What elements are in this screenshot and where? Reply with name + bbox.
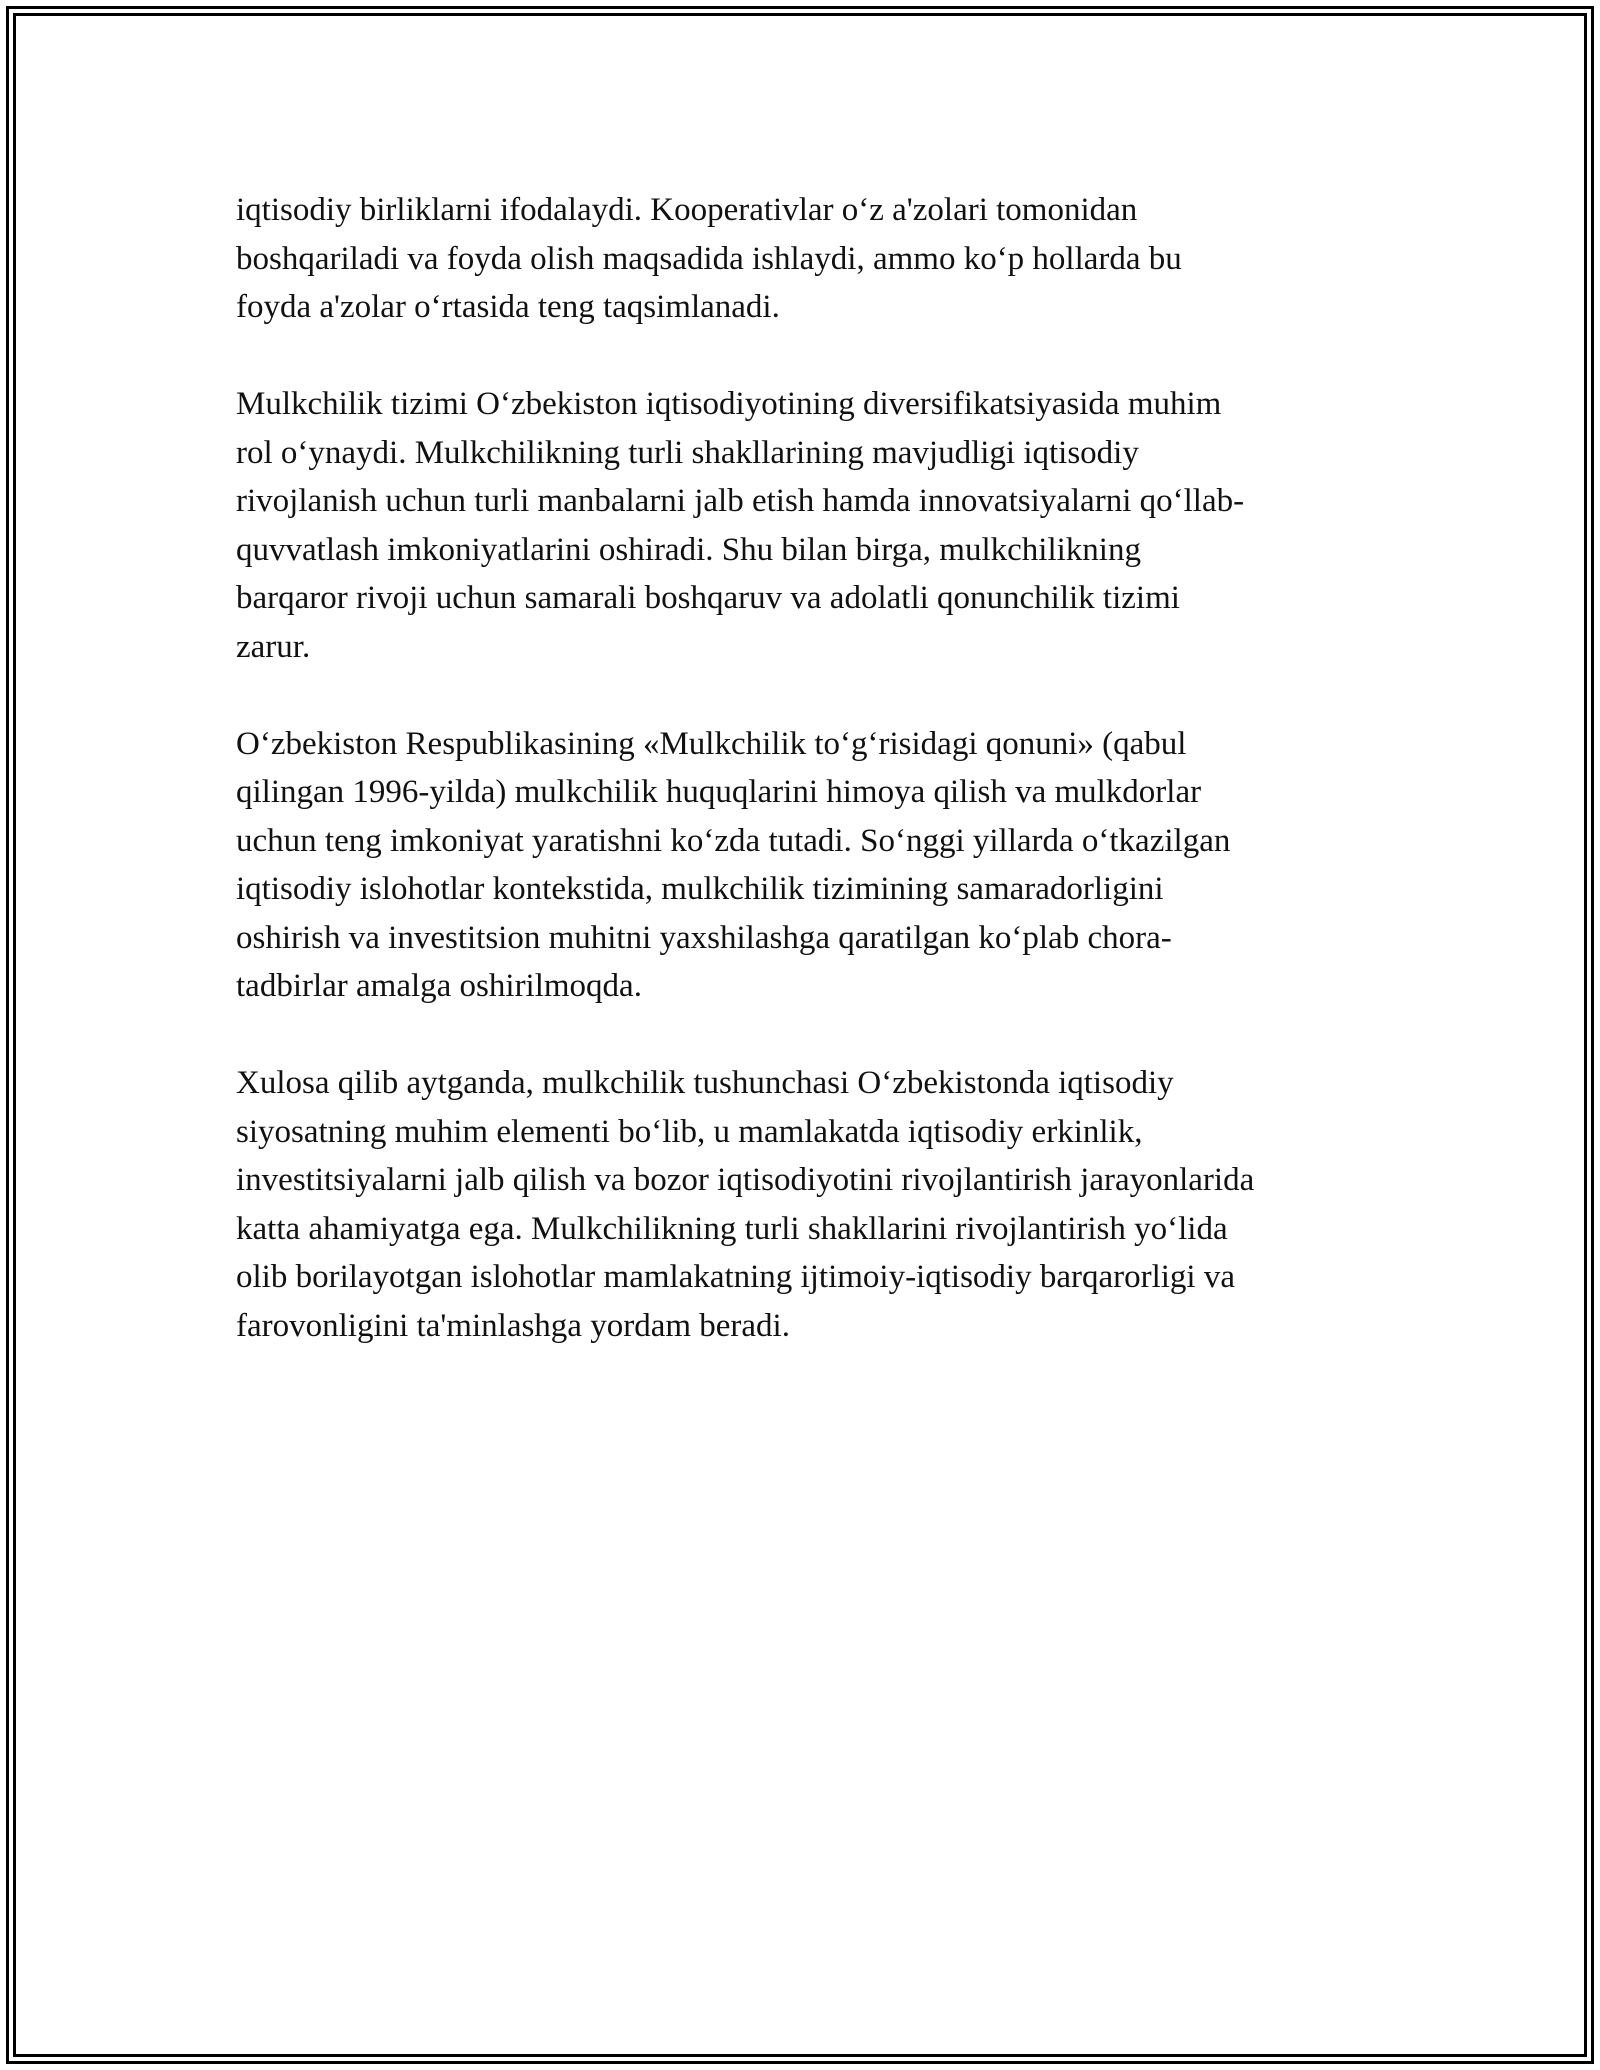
text-line: investitsiyalarni jalb qilish va bozor iqtisodiyotini rivojlantirish jarayonlarida bbox=[236, 1162, 1255, 1198]
text-line: farovonligini ta'minlashga yordam beradi. bbox=[236, 1307, 790, 1344]
text-line: iqtisodiy islohotlar kontekstida, mulkchilik tizimining samaradorligini bbox=[236, 871, 1164, 907]
text-line: zarur. bbox=[236, 628, 311, 665]
text-line: rivojlanish uchun turli manbalarni jalb etish hamda innovatsiyalarni qo‘llab- bbox=[236, 483, 1245, 519]
text-line: O‘zbekiston Respublikasining «Mulkchilik to‘g‘risidagi qonuni» (qabul bbox=[236, 725, 1187, 762]
document-body bbox=[236, 186, 1376, 1399]
text-line: boshqariladi va foyda olish maqsadida ishlaydi, ammo ko‘p hollarda bu bbox=[236, 240, 1182, 277]
paragraph-3 bbox=[236, 720, 1376, 1011]
text-line: olib borilayotgan islohotlar mamlakatning ijtimoiy-iqtisodiy barqarorligi va bbox=[236, 1259, 1235, 1295]
text-line: barqaror rivoji uchun samarali boshqaruv va adolatli qonunchilik tizimi bbox=[236, 580, 1180, 616]
paragraph-2 bbox=[236, 380, 1376, 671]
text-line: Mulkchilik tizimi O‘zbekiston iqtisodiyotining diversifikatsiyasida muhim bbox=[236, 386, 1222, 422]
text-line: rol o‘ynaydi. Mulkchilikning turli shakllarining mavjudligi iqtisodiy bbox=[236, 434, 1139, 471]
text-line: qilingan 1996-yilda) mulkchilik huquqlarini himoya qilish va mulkdorlar bbox=[236, 774, 1202, 810]
text-line: Xulosa qilib aytganda, mulkchilik tushunchasi O‘zbekistonda iqtisodiy bbox=[236, 1065, 1174, 1101]
text-line: tadbirlar amalga oshirilmoqda. bbox=[236, 968, 642, 1004]
paragraph-4 bbox=[236, 1059, 1376, 1350]
paragraph-1 bbox=[236, 186, 1376, 332]
text-line: oshirish va investitsion muhitni yaxshilashga qaratilgan ko‘plab chora- bbox=[236, 919, 1172, 956]
text-line: quvvatlash imkoniyatlarini oshiradi. Shu bilan birga, mulkchilikning bbox=[236, 531, 1141, 568]
text-line: siyosatning muhim elementi bo‘lib, u mamlakatda iqtisodiy erkinlik, bbox=[236, 1113, 1143, 1150]
text-line: katta ahamiyatga ega. Mulkchilikning turli shakllarini rivojlantirish yo‘lida bbox=[236, 1210, 1228, 1247]
text-line: iqtisodiy birliklarni ifodalaydi. Kooperativlar o‘z a'zolari tomonidan bbox=[236, 192, 1138, 228]
text-line: foyda a'zolar o‘rtasida teng taqsimlanadi. bbox=[236, 289, 780, 325]
text-line: uchun teng imkoniyat yaratishni ko‘zda tutadi. So‘nggi yillarda o‘tkazilgan bbox=[236, 822, 1231, 859]
